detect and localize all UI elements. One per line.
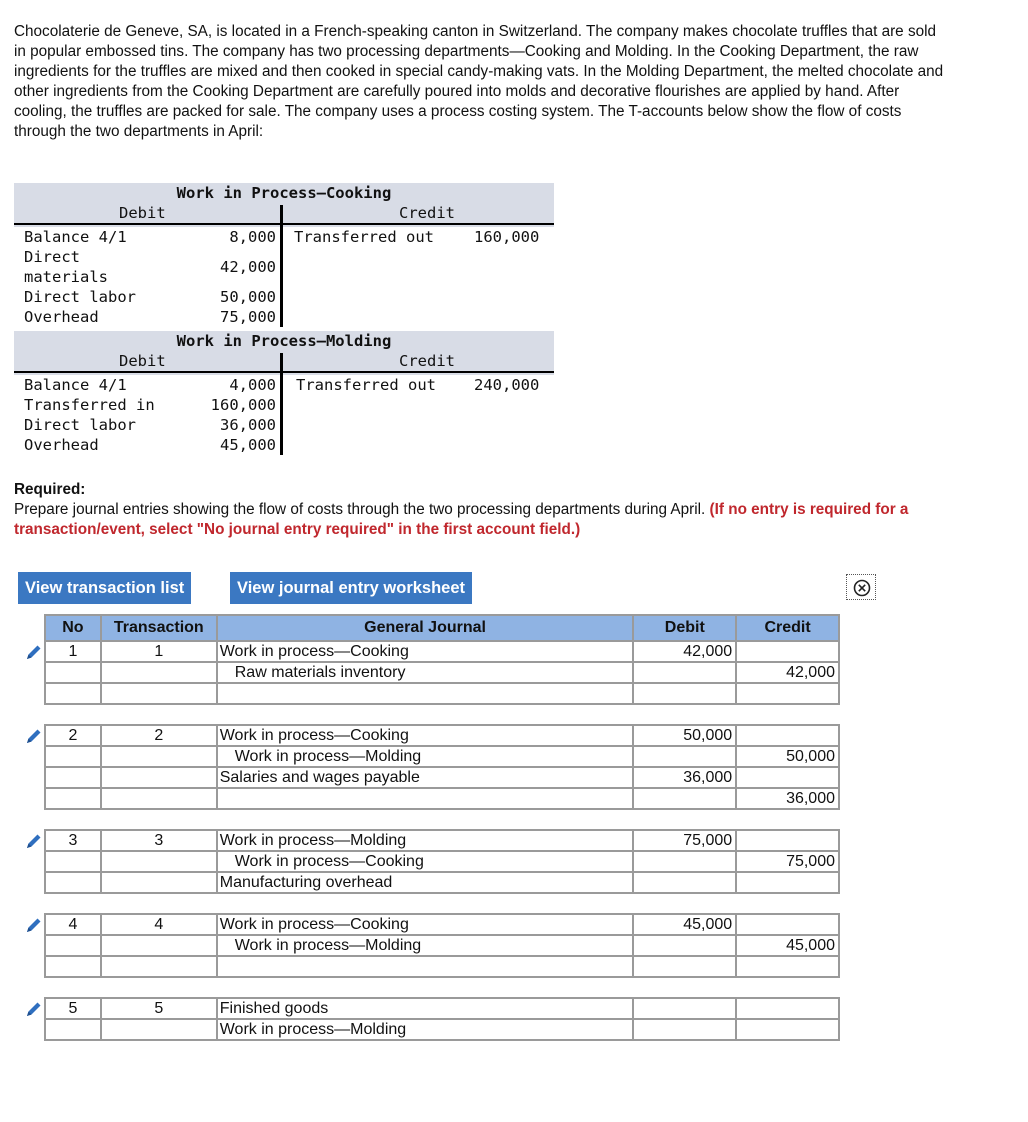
- row-number: [45, 683, 101, 704]
- row-transaction: [101, 662, 217, 683]
- account-cell-text: Finished goods: [219, 1000, 329, 1017]
- credit-label: Credit: [399, 352, 455, 370]
- pencil-icon-glyph: [24, 915, 44, 935]
- separator-cell: [45, 809, 839, 830]
- journal-table: [44, 614, 840, 1041]
- separator-cell: [45, 977, 839, 998]
- debit-row-amount: 36,000: [220, 416, 276, 434]
- row-number-text: 1: [68, 643, 78, 660]
- credit-row-amount: 160,000: [474, 228, 540, 246]
- row-number: [45, 830, 101, 851]
- close-icon-glyph: [853, 579, 871, 597]
- required-text: [14, 500, 954, 540]
- debit-row-amount: 42,000: [220, 258, 276, 276]
- account-cell-text: Work in process—Cooking: [219, 643, 409, 660]
- required-instruction: Prepare journal entries showing the flow of costs through the two processing departments during April.: [14, 501, 706, 518]
- credit-cell[interactable]: [736, 872, 839, 893]
- account-cell-text: Work in process—Cooking: [219, 916, 409, 933]
- row-number: [45, 788, 101, 809]
- row-transaction: [101, 725, 217, 746]
- row-number: [45, 998, 101, 1019]
- debit-cell[interactable]: [633, 683, 736, 704]
- credit-cell-text: 50,000: [786, 748, 835, 765]
- debit-row-label: Direct materials: [24, 248, 108, 286]
- debit-cell[interactable]: [633, 767, 736, 788]
- col-header-debit: Debit: [633, 615, 736, 641]
- credit-cell-text: 45,000: [786, 937, 835, 954]
- pencil-icon[interactable]: [24, 642, 44, 662]
- credit-cell[interactable]: [736, 830, 839, 851]
- row-transaction: [101, 956, 217, 977]
- taccount-title: Work in Process–Molding: [176, 332, 392, 350]
- debit-cell[interactable]: [633, 725, 736, 746]
- row-number: [45, 956, 101, 977]
- credit-cell[interactable]: [736, 935, 839, 956]
- row-transaction: [101, 1019, 217, 1040]
- credit-cell[interactable]: [736, 788, 839, 809]
- account-cell-text: Work in process—Molding: [234, 937, 422, 954]
- journal-row: [45, 851, 839, 872]
- debit-row-amount: 8,000: [229, 228, 276, 246]
- account-cell[interactable]: [217, 830, 634, 851]
- close-icon[interactable]: [846, 574, 876, 600]
- journal-row: [45, 1019, 839, 1040]
- entry-separator: [45, 893, 839, 914]
- debit-row-amount: 50,000: [220, 288, 276, 306]
- row-number-text: 5: [68, 1000, 78, 1017]
- account-cell[interactable]: [217, 767, 634, 788]
- row-number: [45, 935, 101, 956]
- account-cell[interactable]: [217, 683, 634, 704]
- taccount-molding: [14, 331, 554, 457]
- problem-intro: Chocolaterie de Geneve, SA, is located in a French-speaking canton in Switzerland. The company makes chocolate truffles that are sold in popular embossed tins. The company has two processing departments—Cooking and Molding. In the Cooking Department, the raw ingredients for the truffles are mixed and then cooked in special candy-making vats. In the Molding Department, the melted chocolate and other ingredients from the Cooking Department are carefully poured into molds and decorative flourishes are applied by hand. After cooling, the truffles are packed for sale. The company uses a process costing system. The T-accounts below show the flow of costs through the two departments in April:: [14, 23, 944, 140]
- journal-row: [45, 914, 839, 935]
- debit-row-amount: 160,000: [210, 396, 276, 414]
- row-number: [45, 662, 101, 683]
- debit-row-amount: 45,000: [220, 436, 276, 454]
- debit-label: Debit: [119, 352, 166, 370]
- row-transaction-text: 5: [154, 1000, 164, 1017]
- entry-separator: [45, 809, 839, 830]
- credit-cell[interactable]: [736, 956, 839, 977]
- account-cell-text: Manufacturing overhead: [219, 874, 393, 891]
- required-section: [14, 480, 954, 540]
- journal-row: [45, 956, 839, 977]
- row-number: [45, 746, 101, 767]
- debit-row-label: Overhead: [24, 308, 99, 326]
- credit-cell-text: 42,000: [786, 664, 835, 681]
- row-number-text: 2: [68, 727, 78, 744]
- row-transaction: [101, 641, 217, 662]
- col-header-credit: Credit: [736, 615, 839, 641]
- credit-cell[interactable]: [736, 914, 839, 935]
- required-note: (If no entry is required for a transaction/event, select "No journal entry required" in the first account field.): [14, 501, 909, 538]
- entry-separator: [45, 977, 839, 998]
- debit-row-label: Balance 4/1: [24, 376, 127, 394]
- account-cell-text: Salaries and wages payable: [219, 769, 420, 786]
- row-transaction: [101, 830, 217, 851]
- debit-cell[interactable]: [633, 662, 736, 683]
- account-cell[interactable]: [217, 746, 634, 767]
- journal-row: [45, 872, 839, 893]
- credit-row-label: Transferred out: [296, 376, 436, 394]
- account-cell[interactable]: [217, 641, 634, 662]
- journal-row: [45, 662, 839, 683]
- debit-row-amount: 75,000: [220, 308, 276, 326]
- row-number: [45, 872, 101, 893]
- separator-cell: [45, 704, 839, 725]
- pencil-icon[interactable]: [24, 831, 44, 851]
- journal-row: [45, 746, 839, 767]
- account-cell[interactable]: [217, 788, 634, 809]
- row-number: [45, 767, 101, 788]
- debit-row-label: Direct labor: [24, 288, 136, 306]
- credit-cell[interactable]: [736, 998, 839, 1019]
- debit-cell[interactable]: [633, 998, 736, 1019]
- credit-cell-text: 36,000: [786, 790, 835, 807]
- row-transaction: [101, 851, 217, 872]
- journal-row: [45, 725, 839, 746]
- debit-cell-text: 45,000: [683, 916, 733, 933]
- debit-row-label: Transferred in: [24, 396, 155, 414]
- row-transaction-text: 2: [154, 727, 164, 744]
- row-number: [45, 641, 101, 662]
- row-transaction: [101, 788, 217, 809]
- journal-row: [45, 767, 839, 788]
- pencil-icon-glyph: [24, 999, 44, 1019]
- row-number-text: 3: [68, 832, 78, 849]
- pencil-icon[interactable]: [24, 726, 44, 746]
- credit-cell-text: 75,000: [786, 853, 835, 870]
- credit-cell[interactable]: [736, 725, 839, 746]
- credit-cell[interactable]: [736, 851, 839, 872]
- credit-cell[interactable]: [736, 746, 839, 767]
- credit-cell[interactable]: [736, 662, 839, 683]
- row-number: [45, 914, 101, 935]
- journal-row: [45, 830, 839, 851]
- credit-cell[interactable]: [736, 683, 839, 704]
- journal-row: [45, 641, 839, 662]
- row-transaction: [101, 683, 217, 704]
- pencil-icon-glyph: [24, 642, 44, 662]
- separator-cell: [45, 893, 839, 914]
- taccount-divider: [14, 371, 554, 373]
- account-cell-text: Work in process—Cooking: [234, 853, 424, 870]
- row-number: [45, 851, 101, 872]
- account-cell[interactable]: [217, 872, 634, 893]
- row-transaction-text: 1: [154, 643, 164, 660]
- entry-separator: [45, 704, 839, 725]
- debit-cell-text: 42,000: [683, 643, 733, 660]
- account-cell[interactable]: [217, 851, 634, 872]
- account-cell[interactable]: [217, 914, 634, 935]
- debit-row-label: Direct labor: [24, 416, 136, 434]
- account-cell[interactable]: [217, 725, 634, 746]
- view-transaction-list-button[interactable]: View transaction list: [18, 572, 191, 604]
- row-transaction: [101, 935, 217, 956]
- debit-cell-text: 36,000: [683, 769, 733, 786]
- col-header-general-journal: General Journal: [217, 615, 634, 641]
- col-header-transaction: Transaction: [101, 615, 217, 641]
- account-cell[interactable]: [217, 956, 634, 977]
- view-journal-entry-worksheet-button[interactable]: View journal entry worksheet: [230, 572, 472, 604]
- account-cell[interactable]: [217, 998, 634, 1019]
- debit-cell[interactable]: [633, 1019, 736, 1040]
- debit-cell-text: 75,000: [683, 832, 733, 849]
- row-transaction: [101, 767, 217, 788]
- row-transaction: [101, 914, 217, 935]
- debit-cell[interactable]: [633, 788, 736, 809]
- debit-cell[interactable]: [633, 914, 736, 935]
- taccount-title: Work in Process–Cooking: [176, 184, 392, 202]
- debit-cell[interactable]: [633, 956, 736, 977]
- journal-row: [45, 788, 839, 809]
- credit-cell[interactable]: [736, 641, 839, 662]
- account-cell-text: Work in process—Cooking: [219, 727, 409, 744]
- journal-row: [45, 935, 839, 956]
- account-cell[interactable]: [217, 662, 634, 683]
- account-cell[interactable]: [217, 935, 634, 956]
- account-cell-text: Raw materials inventory: [234, 664, 406, 681]
- taccount-cooking: [14, 183, 554, 329]
- credit-row-label: Transferred out: [294, 228, 434, 246]
- credit-row-amount: 240,000: [474, 376, 540, 394]
- debit-cell[interactable]: [633, 641, 736, 662]
- debit-cell[interactable]: [633, 851, 736, 872]
- row-transaction: [101, 872, 217, 893]
- credit-label: Credit: [399, 204, 455, 222]
- debit-row-label: Balance 4/1: [24, 228, 127, 246]
- pencil-icon[interactable]: [24, 999, 44, 1019]
- account-cell-text: Work in process—Molding: [219, 832, 407, 849]
- row-transaction-text: 3: [154, 832, 164, 849]
- credit-cell[interactable]: [736, 767, 839, 788]
- debit-cell-text: 50,000: [683, 727, 733, 744]
- journal-row: [45, 998, 839, 1019]
- row-transaction: [101, 746, 217, 767]
- debit-row-label: Overhead: [24, 436, 99, 454]
- account-cell-text: Work in process—Molding: [219, 1021, 407, 1038]
- row-transaction: [101, 998, 217, 1019]
- taccount-divider: [14, 223, 554, 225]
- debit-cell[interactable]: [633, 830, 736, 851]
- row-number: [45, 1019, 101, 1040]
- pencil-icon-glyph: [24, 831, 44, 851]
- row-number: [45, 725, 101, 746]
- debit-cell[interactable]: [633, 872, 736, 893]
- required-title: Required:: [14, 481, 86, 498]
- pencil-icon-glyph: [24, 726, 44, 746]
- row-transaction-text: 4: [154, 916, 164, 933]
- credit-cell[interactable]: [736, 1019, 839, 1040]
- journal-row: [45, 683, 839, 704]
- debit-cell[interactable]: [633, 746, 736, 767]
- account-cell-text: Work in process—Molding: [234, 748, 422, 765]
- pencil-icon[interactable]: [24, 915, 44, 935]
- col-header-no: No: [45, 615, 101, 641]
- debit-row-amount: 4,000: [229, 376, 276, 394]
- debit-cell[interactable]: [633, 935, 736, 956]
- row-number-text: 4: [68, 916, 78, 933]
- debit-label: Debit: [119, 204, 166, 222]
- account-cell[interactable]: [217, 1019, 634, 1040]
